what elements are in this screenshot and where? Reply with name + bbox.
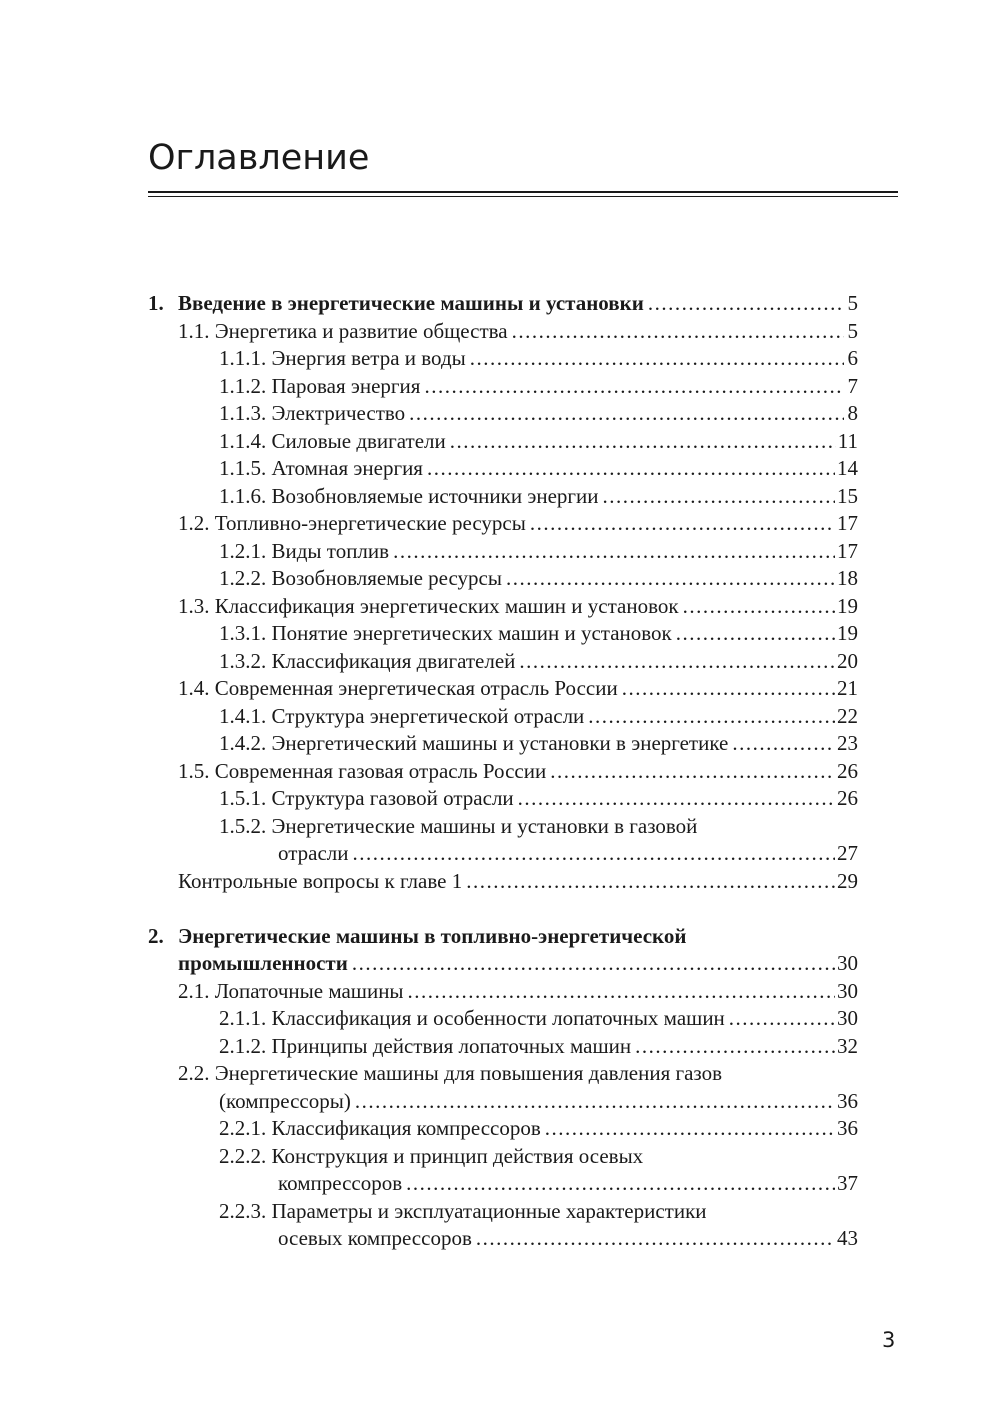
section-title: 2.2. Энергетические машины для повышения давления газов xyxy=(178,1061,723,1085)
leader-dots xyxy=(512,318,844,346)
section-title: 1.2.1. Виды топлив xyxy=(219,538,390,563)
page-ref: 6 xyxy=(847,346,858,370)
page-ref: 36 xyxy=(837,1116,858,1140)
toc-subsection-1-5-1[interactable] xyxy=(148,785,858,813)
toc-section-2-2[interactable] xyxy=(148,1060,858,1088)
leader-dots xyxy=(353,840,835,868)
section-title-cont: (компрессоры) xyxy=(219,1088,351,1113)
leader-dots xyxy=(545,1115,835,1143)
chapter-title: Энергетические машины в топливно-энергетической xyxy=(178,923,687,948)
toc-chapter-2[interactable] xyxy=(148,923,858,951)
toc-section-2-2-cont[interactable] xyxy=(148,1088,858,1116)
toc-subsection-2-2-2-cont[interactable] xyxy=(148,1170,858,1198)
section-title: 1.1.4. Силовые двигатели xyxy=(219,428,446,453)
page-ref: 36 xyxy=(837,1088,858,1113)
section-title: 1.1.6. Возобновляемые источники энергии xyxy=(219,483,599,508)
section-title: 1.1.3. Электричество xyxy=(219,401,406,425)
chapter-title-cont: промышленности xyxy=(178,951,348,975)
toc-section-2-1[interactable] xyxy=(148,978,858,1006)
leader-dots xyxy=(424,373,844,401)
page-ref: 30 xyxy=(837,1006,858,1030)
leader-dots xyxy=(427,455,835,483)
section-title: 1.1.1. Энергия ветра и воды xyxy=(219,346,466,370)
leader-dots xyxy=(393,538,835,566)
toc-section-1-3[interactable] xyxy=(148,593,858,621)
page-ref: 5 xyxy=(847,291,858,315)
page-ref: 26 xyxy=(837,758,858,783)
page-title: Оглавление xyxy=(148,138,370,178)
chapter-title: Введение в энергетические машины и установки xyxy=(178,291,644,315)
toc-subsection-1-1-6[interactable] xyxy=(148,483,858,511)
leader-dots xyxy=(450,428,836,456)
leader-dots xyxy=(406,1170,835,1198)
toc-subsection-1-5-2-cont[interactable] xyxy=(148,840,858,868)
leader-dots xyxy=(352,950,835,978)
page-ref: 22 xyxy=(837,703,858,728)
page-ref: 37 xyxy=(837,1171,858,1195)
toc-questions-1[interactable] xyxy=(148,868,858,896)
page-ref: 14 xyxy=(837,456,858,480)
section-title: 1.3. Классификация энергетических машин и установок xyxy=(178,593,679,618)
section-title: 1.5.1. Структура газовой отрасли xyxy=(219,786,514,810)
toc-subsection-2-2-3[interactable] xyxy=(148,1198,858,1226)
toc-subsection-1-2-2[interactable] xyxy=(148,565,858,593)
page-ref: 15 xyxy=(837,483,858,508)
page-ref: 32 xyxy=(837,1033,858,1058)
section-title: 1.4.2. Энергетический машины и установки в энергетике xyxy=(219,731,729,755)
section-title: 1.4. Современная энергетическая отрасль России xyxy=(178,676,618,700)
toc-subsection-1-1-1[interactable] xyxy=(148,345,858,373)
section-title: 1.1. Энергетика и развитие общества xyxy=(178,318,508,343)
page-ref: 30 xyxy=(837,978,858,1003)
toc-subsection-1-1-4[interactable] xyxy=(148,428,858,456)
leader-dots xyxy=(648,290,844,318)
leader-dots xyxy=(550,758,835,786)
page-ref: 26 xyxy=(837,786,858,810)
chapter-number: 1. xyxy=(148,291,164,315)
toc-section-1-1[interactable] xyxy=(148,318,858,346)
section-title: 1.1.2. Паровая энергия xyxy=(219,373,421,398)
toc-subsection-1-4-1[interactable] xyxy=(148,703,858,731)
toc-subsection-1-1-2[interactable] xyxy=(148,373,858,401)
page-ref: 17 xyxy=(837,511,858,535)
page-ref: 21 xyxy=(837,676,858,700)
page-ref: 19 xyxy=(837,621,858,645)
toc-subsection-2-1-1[interactable] xyxy=(148,1005,858,1033)
page-ref: 17 xyxy=(837,538,858,563)
page-ref: 5 xyxy=(847,318,858,343)
leader-dots xyxy=(588,703,835,731)
leader-dots xyxy=(519,648,835,676)
page-ref: 43 xyxy=(837,1226,858,1250)
leader-dots xyxy=(683,593,835,621)
leader-dots xyxy=(622,675,835,703)
toc-subsection-1-3-1[interactable] xyxy=(148,620,858,648)
page-ref: 11 xyxy=(837,428,858,453)
chapter-number: 2. xyxy=(148,923,164,948)
section-title: 1.3.2. Классификация двигателей xyxy=(219,648,516,673)
leader-dots xyxy=(470,345,844,373)
toc-subsection-1-3-2[interactable] xyxy=(148,648,858,676)
title-rule-thin xyxy=(148,196,898,197)
leader-dots xyxy=(409,400,844,428)
leader-dots xyxy=(676,620,835,648)
chapter-gap xyxy=(148,895,858,923)
leader-dots xyxy=(466,868,835,896)
leader-dots xyxy=(732,730,835,758)
page-ref: 19 xyxy=(837,593,858,618)
section-title: 2.2.1. Классификация компрессоров xyxy=(219,1116,541,1140)
section-title: 1.4.1. Структура энергетической отрасли xyxy=(219,703,585,728)
toc-subsection-1-1-5[interactable] xyxy=(148,455,858,483)
page-number: 3 xyxy=(882,1328,896,1352)
page-ref: 7 xyxy=(847,373,858,398)
toc-subsection-1-5-2[interactable] xyxy=(148,813,858,841)
page-ref: 29 xyxy=(837,868,858,893)
page-ref: 20 xyxy=(837,648,858,673)
toc-section-1-2[interactable] xyxy=(148,510,858,538)
toc-subsection-1-4-2[interactable] xyxy=(148,730,858,758)
toc-subsection-2-2-2[interactable] xyxy=(148,1143,858,1171)
toc-subsection-2-2-3-cont[interactable] xyxy=(148,1225,858,1253)
section-title: 2.1.2. Принципы действия лопаточных машин xyxy=(219,1033,632,1058)
leader-dots xyxy=(635,1033,835,1061)
toc-section-1-4[interactable] xyxy=(148,675,858,703)
toc-chapter-2-cont[interactable] xyxy=(148,950,858,978)
toc-subsection-2-2-1[interactable] xyxy=(148,1115,858,1143)
page-ref: 27 xyxy=(837,841,858,865)
section-title: 1.1.5. Атомная энергия xyxy=(219,456,423,480)
section-title: 1.3.1. Понятие энергетических машин и установок xyxy=(219,621,672,645)
section-title-cont: компрессоров xyxy=(278,1171,403,1195)
section-title: 2.1. Лопаточные машины xyxy=(178,978,404,1003)
page-ref: 8 xyxy=(847,401,858,425)
page-ref: 30 xyxy=(837,951,858,975)
toc-subsection-1-1-3[interactable] xyxy=(148,400,858,428)
leader-dots xyxy=(602,483,835,511)
section-title: 2.1.1. Классификация и особенности лопаточных машин xyxy=(219,1006,725,1030)
title-rule-thick xyxy=(148,191,898,193)
section-title: 1.2. Топливно-энергетические ресурсы xyxy=(178,511,526,535)
toc-subsection-2-1-2[interactable] xyxy=(148,1033,858,1061)
section-title: 2.2.2. Конструкция и принцип действия осевых xyxy=(219,1143,644,1168)
toc-subsection-1-2-1[interactable] xyxy=(148,538,858,566)
section-title-cont: отрасли xyxy=(278,841,349,865)
leader-dots xyxy=(729,1005,835,1033)
page-ref: 23 xyxy=(837,731,858,755)
section-title: Контрольные вопросы к главе 1 xyxy=(178,868,463,893)
section-title-cont: осевых компрессоров xyxy=(278,1226,472,1250)
section-title: 1.5.2. Энергетические машины и установки в газовой xyxy=(219,813,698,838)
leader-dots xyxy=(518,785,835,813)
leader-dots xyxy=(408,978,835,1006)
leader-dots xyxy=(506,565,835,593)
toc-section-1-5[interactable] xyxy=(148,758,858,786)
toc-chapter-1[interactable] xyxy=(148,290,858,318)
leader-dots xyxy=(476,1225,835,1253)
section-title: 2.2.3. Параметры и эксплуатационные характеристики xyxy=(219,1198,707,1223)
page-ref: 18 xyxy=(837,566,858,590)
section-title: 1.2.2. Возобновляемые ресурсы xyxy=(219,566,502,590)
section-title: 1.5. Современная газовая отрасль России xyxy=(178,758,547,783)
table-of-contents xyxy=(148,290,858,1253)
leader-dots xyxy=(530,510,835,538)
leader-dots xyxy=(355,1088,835,1116)
